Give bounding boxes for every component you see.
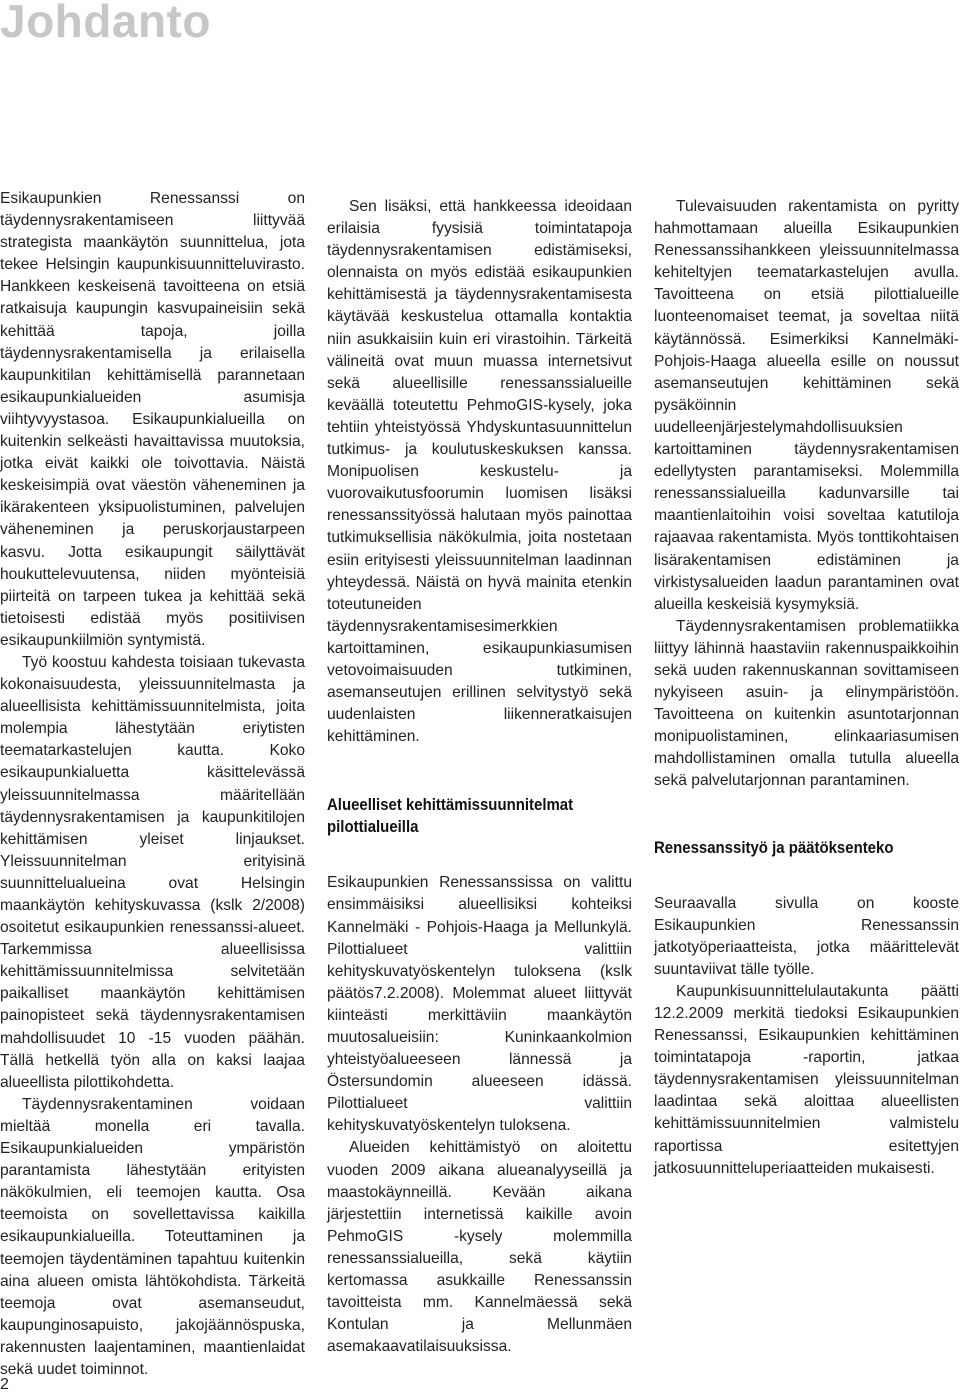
section-heading: Renessanssityö ja päätöksenteko <box>654 837 894 857</box>
paragraph: Seuraavalla sivulla on kooste Esikaupunkien Renessanssin jatkotyöperiaatteista, jotka määrittelevät suuntaviivat tälle työlle. <box>654 894 959 978</box>
column-3 <box>654 196 959 1180</box>
column-2 <box>327 196 632 1358</box>
paragraph: Alueiden kehittämistyö on aloitettu vuoden 2009 aikana alueanalyyseillä ja maastokäynneillä. Kevään aikana järjestettiin internetissä kaikille avoin PehmoGIS -kysely molemmilla renessanssialueilla, sekä käytiin kertomassa asukkaille Renessanssin tavoitteista mm. Kannelmäessä sekä Kontulan ja Mellunmäen asemakaavatilaisuuksissa. <box>327 1139 632 1356</box>
column-1 <box>0 188 305 1381</box>
section-heading: Alueelliset kehittämissuunnitelmat pilottialueilla <box>327 795 574 837</box>
paragraph: Sen lisäksi, että hankkeessa ideoidaan erilaisia fyysisiä toimintatapoja täydennysrakentamisen edistämiseksi, olennaista on myös edistää esikaupunkien kehittämisestä ja täydennysrakentamisesta käytävää keskustelua ottamalla kontaktia niin asukkaisiin kuin eri virastoihin. Tärkeitä välineitä ovat muun muassa internetsivut sekä alueellisille renessanssialueille keväällä toteutettu PehmoGIS-kysely, joka tehtiin yhteistyössä Yhdyskuntasuunnittelun tutkimus- ja koulutuskeskuksen kanssa. Monipuolisen keskustelu- ja vuorovaikutusfoorumin luomisen lisäksi renessanssityössä halutaan myös painottaa tutkimuksellisia näkökulmia, joita nostetaan esiin erityisesti yleissuunnitelman laadinnan yhteydessä. Näistä on hyvä mainita etenkin toteutuneiden täydennysrakentamisesimerkkien kartoittaminen, esikaupunkiasumisen vetovoimaisuuden tutkiminen, asemanseutujen erillinen selvitystyö sekä uudenlaisten liikenneratkaisujen kehittäminen. <box>327 198 632 746</box>
paragraph: Esikaupunkien Renessanssissa on valittu ensimmäisiksi alueellisiksi kohteiksi Kannelmäki - Pohjois-Haaga ja Mellunkylä. Pilottialueet valittiin kehityskuvatyöskentelyn tuloksena (kslk päätös7.2.2008). Molemmat alueet liittyvät kiinteästi merkittäviin maankäytön muutosalueisiin: Kuninkaankolmion yhteistyöalueeseen lännessä ja Östersundomin alueeseen idässä. Pilottialueet valittiin kehityskuvatyöskentelyn tuloksena. <box>327 874 632 1135</box>
paragraph: Kaupunkisuunnittelulautakunta päätti 12.2.2009 merkitä tiedoksi Esikaupunkien Renessanssi, Esikaupunkien kehittäminen toimintatapoja -raportin, jatkaa täydennysrakentamisen yleissuunnitelman laadintaa sekä aloittaa alueellisten kehittämissuunnitelmien valmistelu raportissa esitettyjen jatkosuunnitteluperiaatteiden mukaisesti. <box>654 982 959 1177</box>
page-number: 2 <box>0 1376 9 1393</box>
paragraph: Tulevaisuuden rakentamista on pyritty hahmottamaan alueilla Esikaupunkien Renessanssihankkeen yleissuunnitelmassa kehiteltyjen teematarkastelujen avulla. Tavoitteena on etsiä pilottialueille luonteenomaiset teemat, ja soveltaa niitä käytännössä. Esimerkiksi Kannelmäki-Pohjois-Haaga alueella esille on noussut asemanseutujen kehittäminen sekä pysäköinnin uudelleenjärjestelymahdollisuuksien kartoittaminen täydennysrakentamisen edellytysten parantamiseksi. Molemmilla renessanssialueilla kadunvarsille tai maantienlaitoihin voisi soveltaa katutiloja rajaavaa rakentamista. Myös tonttikohtaisen lisärakentamisen edistäminen ja virkistysalueiden laadun parantaminen ovat alueilla keskeisiä kysymyksiä. <box>654 198 959 613</box>
paragraph: Työ koostuu kahdesta toisiaan tukevasta kokonaisuudesta, yleissuunnitelmasta ja alueellisista kehittämissuunnitelmista, joita molempia lähestytään eriytisten teematarkastelujen kautta. Koko esikaupunkialuetta käsittelevässä yleissuunnitelmassa määritellään täydennysrakentamisen ja kaupunkitilojen kehittämisen yleiset linjaukset. Yleissuunnitelman erityisinä suunnittelualueina ovat Helsingin maankäytön kehityskuvassa (kslk 2/2008) osoitetut esikaupunkien renessanssi-alueet. Tarkemmissa alueellisissa kehittämissuunnitelmissa selvitetään paikalliset maankäytön kehittämisen painopisteet sekä täydennysrakentamisen mahdollisuudet 10 -15 vuoden päähän. Tällä hetkellä työn alla on kaksi laajaa alueellista pilottikohdetta. <box>0 653 305 1091</box>
paragraph: Täydennysrakentamisen problematiikka liittyy lähinnä haastaviin rakennuspaikkoihin sekä uuden rakennuskannan sovittamiseen nykyiseen asuin- ja elinympäristöön. Tavoitteena on kuitenkin asuntotarjonnan monipuolistaminen, elinkaariasumisen mahdollistaminen omalla tutulla alueella sekä palvelutarjonnan parantaminen. <box>654 617 959 790</box>
page-title: Johdanto <box>0 0 211 47</box>
paragraph: Täydennysrakentaminen voidaan mieltää monella eri tavalla. Esikaupunkialueiden ympäristön parantamista lähestytään erityisten näkökulmien, eli teemojen kautta. Osa teemoista on sovellettavissa kaikilla esikaupunkialueilla. Toteuttaminen ja teemojen täydentäminen tapahtuu kuitenkin aina alueen omista lähtökohdista. Tärkeitä teemoja ovat asemanseudut, kaupunginosapuisto, jakojäännöspuska, rakennusten laajentaminen, maantienlaidat sekä uudet toiminnot. <box>0 1095 305 1378</box>
paragraph: Esikaupunkien Renessanssi on täydennysrakentamiseen liittyvää strategista maankäytön suunnittelua, jota tekee Helsingin kaupunkisuunnitteluvirasto. Hankkeen keskeisenä tavoitteena on etsiä ratkaisuja kaupungin kasvupaineisiin sekä kehittää tapoja, joilla täydennysrakentamisella ja erilaisella kaupunkitilan kehittämisellä parannetaan esikaupunkialueiden asumisja viihtyvyystasoa. Esikaupunkialueilla on kuitenkin selkeästi havaittavissa muutoksia, jotka eivät kaikki ole toivottavia. Näistä keskeisimpiä ovat väestön väheneminen ja ikärakenteen yksipuolistuminen, palvelujen väheneminen ja peruskorjaustarpeen kasvu. Jotta esikaupungit säilyttävät houkuttelevuutensa, niiden myönteisiä piirteitä on tarpeen tukea ja kehittää sekä tietoisesti edistää myös positiivisen esikaupunkiilmiön syntymistä. <box>0 190 305 649</box>
